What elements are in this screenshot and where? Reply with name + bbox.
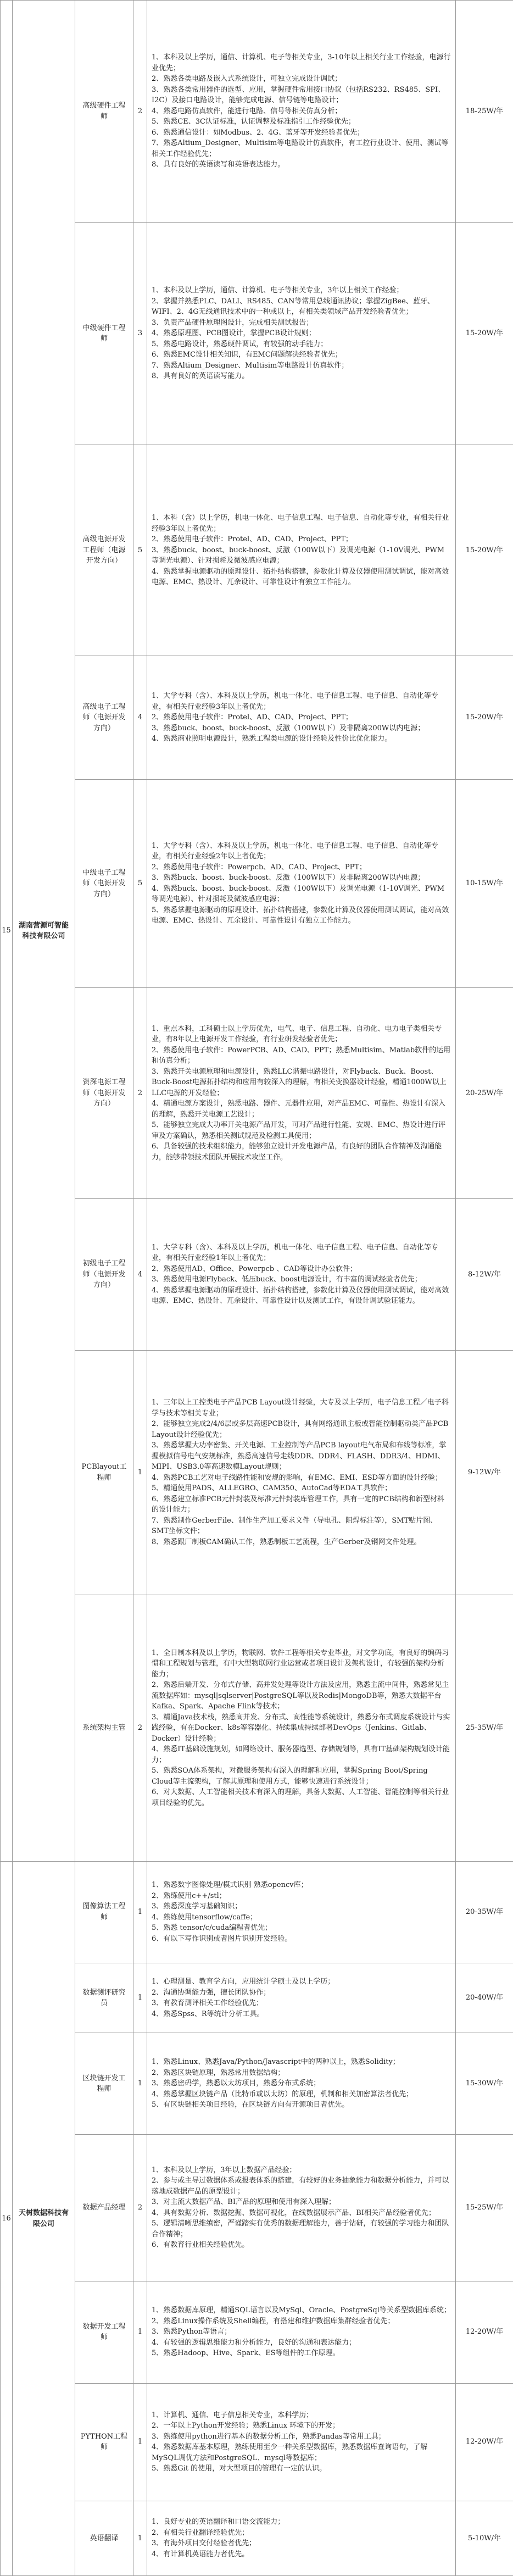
requirement-item: 1、大学专科（含）、本科及以上学历，机电一体化、电子信息工程、电子信息、自动化等专业，有相关行业经验1年以上者优先； bbox=[152, 1243, 438, 1263]
requirement-item: 1、本科（含）以上学历，机电一体化、电子信息工程、电子信息、自动化等专业，有相关行业经验3年以上者优先； bbox=[152, 514, 449, 533]
requirement-item: 3、熟悉buck、boost、buck-boost、反激（100W以下）及非隔离200W以内电源； bbox=[152, 874, 425, 882]
requirement-item: 3、熟悉buck、boost、buck-boost、反激（100W以下）及非隔离200W以内电源； bbox=[152, 724, 425, 732]
job-salary: 8-12W/年 bbox=[456, 1199, 513, 1350]
job-title: 中级电子工程师（电源开发方向） bbox=[75, 780, 133, 987]
job-requirements bbox=[147, 1199, 456, 1350]
job-headcount: 1 bbox=[133, 2033, 147, 2135]
job-title: 高级硬件工程师 bbox=[75, 1, 133, 223]
job-row bbox=[1, 656, 513, 780]
requirement-item: 6、有教育行业相关经验优先。 bbox=[152, 2241, 249, 2250]
job-salary: 15-20W/年 bbox=[456, 223, 513, 445]
job-salary: 5-10W/年 bbox=[456, 2501, 513, 2575]
requirement-item: 4、有较强的逻辑思维能力和分析能力，良好的沟通和表达能力； bbox=[152, 2338, 356, 2347]
job-salary: 12-20W/年 bbox=[456, 2383, 513, 2501]
requirement-item: 4、熟悉掌握电源驱动的原理设计、拓扑结构搭建，参数化计算及仪器使用测试调试，能对高效电源、EMC、热设计、兀余设计、可靠性设计以及测试工作，有设计调试验证能力。 bbox=[152, 1286, 449, 1306]
job-salary: 15-20W/年 bbox=[456, 445, 513, 656]
job-row bbox=[1, 445, 513, 656]
job-row bbox=[1, 1862, 513, 1963]
requirement-item: 1、全日制本科及以上学历，物联网、软件工程等相关专业毕业，对文学功底，有良好的编码习惯和工程规划与管理，有中大型物联网行业运营或者项目设计及架构设计，有较强的架构分析能力； bbox=[152, 1648, 449, 1679]
requirement-item: 4、熟悉掌握电源驱动的原理设计、拓扑结构搭建，参数化计算及仪器使用测试调试，能对高效电源、EMC、热设计、兀余设计、可靠性设计有独立工作能力。 bbox=[152, 567, 449, 587]
job-row bbox=[1, 780, 513, 987]
requirement-item: 6、具备较强的技术组织能力，能够独立设计开发电源产品，有良好的团队合作精神及沟通能力，能够带领技术团队开展技术攻坚工作。 bbox=[152, 1142, 442, 1162]
job-requirements bbox=[147, 1, 456, 223]
job-requirements bbox=[147, 223, 456, 445]
job-headcount: 1 bbox=[133, 1350, 147, 1595]
requirement-item: 5、熟悉电路设计，熟悉硬件调试，有较强的动手能力； bbox=[152, 340, 328, 348]
job-requirements bbox=[147, 2501, 456, 2575]
requirement-item: 5、熟悉掌握电源驱动的原理设计、拓扑结构搭建，参数化计算及仪器使用测试调试，能对高效电源、EMC、热设计、兀余设计、可靠性设计有独立工作能力。 bbox=[152, 906, 449, 925]
requirement-item: 7、熟悉制作GerberFile、制作生产加工要求文件（导电孔、阻焊标注等），SMT贴片图、SMT坐标文件； bbox=[152, 1516, 438, 1536]
requirement-item: 3、负责产品硬件原理图设计，完成相关测试报告； bbox=[152, 318, 314, 327]
job-salary: 18-25W/年 bbox=[456, 1, 513, 223]
job-requirements bbox=[147, 2281, 456, 2383]
company-number: 16 bbox=[1, 1862, 13, 2576]
requirement-item: 1、大学专科（含）、本科及以上学历，机电一体化、电子信息工程、电子信息、自动化等专业，有相关行业经验3年以上者优先； bbox=[152, 692, 438, 711]
job-title: 高级电子工程师（电源开发方向） bbox=[75, 656, 133, 780]
job-title: 资深电源工程师（电源开发方向） bbox=[75, 987, 133, 1199]
job-title: 数据测评研究员 bbox=[75, 1963, 133, 2033]
job-row bbox=[1, 1199, 513, 1350]
job-requirements bbox=[147, 987, 456, 1199]
requirement-item: 4、熟悉IT基础设施规划，如网络设计、服务器选型、存储规划等，具有IT基础架构规划设计能力； bbox=[152, 1745, 450, 1764]
job-title: PYTHON工程师 bbox=[75, 2383, 133, 2501]
requirement-item: 1、心理测量、教育学方向，应用统计学硕士及以上学历； bbox=[152, 1978, 335, 1986]
requirement-item: 6、有以下写作识别或者图片识别开发经验。 bbox=[152, 1934, 292, 1943]
requirement-item: 3、熟练使用python进行基本的数据分析工作，熟悉Pandas等常用工具； bbox=[152, 2432, 386, 2441]
requirement-item: 6、对大数据、人工智能相关技术有深入的理解，具备大数据、人工智能、智能控制等相关行业项目经验的优先。 bbox=[152, 1788, 449, 1807]
job-requirements bbox=[147, 1862, 456, 1963]
requirement-item: 1、本科及以上学历，3年以上数据产品经验； bbox=[152, 2166, 297, 2174]
job-row bbox=[1, 2383, 513, 2501]
job-salary: 20-35W/年 bbox=[456, 1862, 513, 1963]
requirement-item: 4、熟悉buck、boost、buck-boost、反激（100W以下）及调光电源（1-10V调光、PWM等调光电源）、针对损耗及微波感应电源； bbox=[152, 884, 445, 904]
requirement-item: 3、精通Java技术栈，熟悉高并发、分布式、高性能等系统设计，熟悉分布式调度系统设计与实践经验，有在Docker、k8s等容器化、持续集成持续部署DevOps（Jenkins、Gitlab、Docker）设计经验； bbox=[152, 1713, 450, 1743]
requirement-item: 8、熟悉跟厂制板CAM确认工作，熟悉制板工艺流程，生产Gerber及钢网文件处理。 bbox=[152, 1537, 421, 1546]
requirement-item: 3、有海外项目交付经验者优先； bbox=[152, 2539, 256, 2548]
requirement-item: 5、有区块链相关项目经验，在区块链方向有开源项目者优先。 bbox=[152, 2101, 349, 2109]
requirement-item: 3、有教育测评相关工作经验优先； bbox=[152, 1999, 264, 2008]
requirement-item: 4、有计算机英语能力者优先。 bbox=[152, 2550, 249, 2558]
job-headcount: 1 bbox=[133, 1963, 147, 2033]
job-row bbox=[1, 2033, 513, 2135]
requirement-item: 2、熟悉后端开发、分布式存储、高并发处理等设计方法及应用，熟悉主流中间件，熟悉常见主流数据库如：mysql|sqlserver|PostgreSQL等以及Redis|MongoDB等，熟悉大数据平台Kafka、Spark、Apache Flink等技术； bbox=[152, 1681, 449, 1711]
company-number: 15 bbox=[1, 1, 13, 1862]
job-headcount: 4 bbox=[133, 656, 147, 780]
job-title: 图像算法工程师 bbox=[75, 1862, 133, 1963]
job-title: 区块链开发工程师 bbox=[75, 2033, 133, 2135]
requirement-item: 1、良好专业的英语翻译和口语交流能力； bbox=[152, 2518, 285, 2527]
requirement-item: 3、熟悉开关电源原理和电源设计，熟悉LLC谐振电路设计，对Flyback、Buck、Boost、Buck-Boost电源拓扑结构和应用有较深入的理解，有相关变换器设计经验，精通1000W以上LLC电源的开发经验； bbox=[152, 1067, 447, 1097]
job-headcount: 2 bbox=[133, 987, 147, 1199]
job-headcount: 2 bbox=[133, 1595, 147, 1862]
requirement-item: 2、能够独立完成2/4/6层或多层高速PCB设计，具有网络通讯主板或智能控制驱动类产品PCB Layout设计经验优先； bbox=[152, 1420, 449, 1439]
requirement-item: 5、能够独立完成大功率开关电源产品开发，可对产品进行性能、安规、EMC、热设计进行评审及方案确认，熟悉相关测试规范及检测工具使用； bbox=[152, 1121, 446, 1140]
job-requirements bbox=[147, 2383, 456, 2501]
job-title: 数据开发工程师 bbox=[75, 2281, 133, 2383]
requirement-item: 4、熟练使用tensorflow/caffe； bbox=[152, 1913, 258, 1922]
job-title: 数据产品经理 bbox=[75, 2134, 133, 2281]
job-headcount: 1 bbox=[133, 1862, 147, 1963]
requirement-item: 6、熟悉通信设计：如Modbus、2、4G、蓝牙等开发经验者优先； bbox=[152, 128, 365, 137]
requirement-item: 4、熟悉掌握区块链产品（比特币或以太坊）的原理，机制和相关加密算法者优先； bbox=[152, 2090, 414, 2098]
requirement-item: 3、熟悉掌握大功率密集、开关电源、工业控制等产品PCB layout电气布局和布线等标准，掌握模拟信号电气安规标准，熟悉高速信号走线DDR、DDR4、FLASH、DDR3/4、HDMI、MIPI、USB3.0等高速数模Layout规则； bbox=[152, 1441, 447, 1472]
job-row bbox=[1, 2134, 513, 2281]
job-requirements bbox=[147, 2033, 456, 2135]
requirement-item: 4、熟悉PCB工艺对电子线路性能和安规的影响，有EMC、EMI、ESD等方面的设计经验； bbox=[152, 1473, 443, 1482]
job-requirements bbox=[147, 2134, 456, 2281]
company-name: 湖南营源可智能科技有限公司 bbox=[13, 1, 75, 1862]
requirement-item: 3、熟悉Python等语言； bbox=[152, 2328, 232, 2336]
requirement-item: 1、本科及以上学历，通信、计算机、电子等相关专业，3年以上相关工作经验； bbox=[152, 286, 404, 295]
requirement-item: 3、熟悉深度学习基础知识； bbox=[152, 1902, 242, 1911]
requirement-item: 2、有相关行业翻译经验优先； bbox=[152, 2528, 249, 2537]
requirement-item: 2、掌握并熟悉PLC、DALI、RS485、CAN等常用总线通讯协议；掌握ZigBee、蓝牙、WIFI、2、4G无线通讯技术中的一种或以上，有相关类领域产品开发经验者优先； bbox=[152, 297, 434, 317]
requirement-item: 3、熟悉buck、boost、buck-boost、反激（100W以下）及调光电源（1-10V调光、PWM等调光电源）、针对损耗及微波感应电源； bbox=[152, 546, 445, 565]
requirement-item: 3、熟悉各类常用器件的选型、应用，掌握硬件常用接口协议（包括RS232、RS485、SPI、I2C）及接口电路设计，能够完成电源、信号链等电路设计； bbox=[152, 85, 445, 105]
job-salary: 20-25W/年 bbox=[456, 987, 513, 1199]
job-row bbox=[1, 1, 513, 223]
requirement-item: 7、熟悉Altium_Designer、Multisim等电路设计仿真软件； bbox=[152, 361, 349, 370]
requirement-item: 2、熟悉各类电路及嵌入式系统设计，可独立完成设计调试； bbox=[152, 75, 342, 84]
requirement-item: 5、熟悉Git 的使用，对大型项目的管理有一定的认识。 bbox=[152, 2464, 327, 2473]
job-headcount: 5 bbox=[133, 780, 147, 987]
requirement-item: 1、熟悉Linux、熟悉Java/Python/Javascript中的两种以上，熟悉Solidity； bbox=[152, 2058, 400, 2067]
job-requirements bbox=[147, 445, 456, 656]
job-row bbox=[1, 1595, 513, 1862]
job-headcount: 2 bbox=[133, 1, 147, 223]
job-salary: 20-40W/年 bbox=[456, 1963, 513, 2033]
requirement-item: 1、重点本科，工科硕士以上学历优先，电气、电子、信息工程、自动化、电力电子类相关专业，有8年以上电源开发工作经验，有行业研发经验者优先； bbox=[152, 1024, 442, 1044]
job-headcount: 1 bbox=[133, 2501, 147, 2575]
requirement-item: 3、熟悉密码学，熟悉以太坊项目，熟悉分布式系统； bbox=[152, 2079, 321, 2088]
requirement-item: 4、熟悉电路仿真软件，能进行电路、信号等相关仿真分析； bbox=[152, 107, 342, 115]
job-row bbox=[1, 1963, 513, 2033]
job-table-body bbox=[1, 1, 513, 2576]
requirement-item: 2、参与或主导过数据体系或报表体系的搭建，有较好的业务抽象能力和数据分析能力，并可以落地成数据产品的原型设计； bbox=[152, 2177, 449, 2196]
job-title: PCBlayout工程师 bbox=[75, 1350, 133, 1595]
job-title: 英语翻译 bbox=[75, 2501, 133, 2575]
job-requirements bbox=[147, 1963, 456, 2033]
requirement-item: 1、三年以上工控类电子产品PCB Layout设计经验，大专及以上学历，电子信息工程／电子科学与技术等相关专业； bbox=[152, 1398, 449, 1418]
job-row bbox=[1, 1350, 513, 1595]
requirement-item: 2、熟悉使用电子软件：Protel、AD、CAD、Project、PPT； bbox=[152, 713, 353, 722]
requirement-item: 6、熟悉建立标准PCB元件封装及标准元件封装库管理工作，具有一定的PCB结构和新型材料的设计能力； bbox=[152, 1495, 444, 1514]
job-headcount: 2 bbox=[133, 2134, 147, 2281]
requirement-item: 2、熟悉使用AD、Office、Powerpcb 、CAD等设计办公软件； bbox=[152, 1264, 358, 1273]
job-row bbox=[1, 2501, 513, 2575]
job-salary: 10-15W/年 bbox=[456, 780, 513, 987]
requirement-item: 2、熟悉使用电子软件：Protel、AD、CAD、Project、PPT； bbox=[152, 535, 353, 544]
requirement-item: 3、熟悉使用电源Flyback、低压buck、boost电源设计，有丰富的调试经验者优先； bbox=[152, 1275, 422, 1284]
requirement-item: 7、熟悉Altium_Designer、Multisim等电路设计仿真软件，有工控行业设计、使用、测试等相关工作经验优先； bbox=[152, 139, 449, 158]
job-salary: 15-20W/年 bbox=[456, 656, 513, 780]
requirement-item: 5、精通使用PADS、ALLEGRO、CAM350、AutoCad等EDA工具软件； bbox=[152, 1484, 392, 1493]
requirement-item: 1、熟悉数据库原理，精通SQL语言以及MySql、Oracle、PostgreSql等关系型数据库系统； bbox=[152, 2306, 451, 2315]
job-salary: 9-12W/年 bbox=[456, 1350, 513, 1595]
job-requirements bbox=[147, 780, 456, 987]
requirement-item: 8、具有良好的英语读写能力。 bbox=[152, 372, 249, 381]
requirement-item: 2、沟通协调能力强，擅长团队协作； bbox=[152, 1988, 271, 1997]
requirement-item: 4、熟悉Spss、R等统计分析工具。 bbox=[152, 2009, 264, 2018]
requirement-item: 2、熟悉使用电子软件：Powerpcb、AD、CAD、Project、PPT； bbox=[152, 863, 367, 871]
requirement-item: 5、熟悉 tensor/c/cuda编程者优先； bbox=[152, 1924, 272, 1933]
job-title: 系统架构主管 bbox=[75, 1595, 133, 1862]
job-requirements bbox=[147, 656, 456, 780]
job-salary: 12-20W/年 bbox=[456, 2281, 513, 2383]
requirement-item: 2、熟练使用c++/stl； bbox=[152, 1891, 226, 1900]
requirement-item: 5、逻辑清晰思维缜密，严谨踏实有优秀的数据理解能力，善于钻研，有较强的学习能力和团队合作精神； bbox=[152, 2219, 449, 2239]
job-headcount: 5 bbox=[133, 445, 147, 656]
company-name: 天树数据科技有限公司 bbox=[13, 1862, 75, 2576]
job-headcount: 3 bbox=[133, 223, 147, 445]
job-headcount: 4 bbox=[133, 1199, 147, 1350]
requirement-item: 4、熟悉商业照明电源设计，熟悉工程类电源的设计经验及性价比优化能力。 bbox=[152, 735, 392, 743]
requirement-item: 3、对主流大数据产品、BI产品的原理和使用有深入理解； bbox=[152, 2198, 336, 2207]
job-salary: 25-35W/年 bbox=[456, 1595, 513, 1862]
requirement-item: 1、本科及以上学历，通信、计算机、电子等相关专业，3-10年以上相关行业工作经验，电源行业优先； bbox=[152, 53, 451, 73]
requirement-item: 4、精通电源方案设计，熟悉电路、器件、元器件应用，对产品EMC、可靠性、热设计有深入的理解，熟悉开关电源工艺设计； bbox=[152, 1100, 446, 1119]
requirement-item: 1、计算机、通信、电子信息相关专业，本科学历； bbox=[152, 2411, 314, 2419]
job-row bbox=[1, 223, 513, 445]
job-headcount: 1 bbox=[133, 2281, 147, 2383]
requirement-item: 4、具有数据分析、数据挖掘、数据可视化，在线数据展示产品、BI相关产品经验者优先； bbox=[152, 2208, 436, 2217]
requirement-item: 8、具有良好的英语读写和英语表达能力。 bbox=[152, 160, 285, 169]
job-row bbox=[1, 987, 513, 1199]
job-title: 高级电源开发工程师（电源开发方向） bbox=[75, 445, 133, 656]
requirement-item: 2、熟悉使用电子软件：PowerPCB、AD、CAD、PPT；熟悉Multisim、Matlab软件的运用和仿真分析； bbox=[152, 1046, 451, 1065]
requirement-item: 4、熟悉原理图、PCB图设计，掌握PCB设计规则； bbox=[152, 329, 316, 338]
requirement-item: 5、熟悉CE、3C认证标准，认证调整及标准指引工作经验优先； bbox=[152, 118, 355, 126]
job-salary: 15-30W/年 bbox=[456, 2033, 513, 2135]
requirement-item: 6、熟悉EMC设计相关知识，有EMC问题解决经验者优先； bbox=[152, 351, 342, 359]
requirement-item: 2、熟悉Linux操作系统及Shell编程，有搭建和维护数据库集群经验者优先； bbox=[152, 2317, 395, 2325]
requirement-item: 4、熟悉数据库基本原理，熟练使用至少一种关系型数据库，熟悉数据库查询语句，了解 MySQL调优方法和PostgreSQL、mysql等数据库； bbox=[152, 2443, 428, 2462]
job-requirements bbox=[147, 1595, 456, 1862]
job-title: 中级硬件工程师 bbox=[75, 223, 133, 445]
job-row bbox=[1, 2281, 513, 2383]
job-salary: 15-25W/年 bbox=[456, 2134, 513, 2281]
requirement-item: 1、大学专科（含）、本科及以上学历，机电一体化、电子信息工程、电子信息、自动化等专业，有相关行业经验2年以上者优先； bbox=[152, 841, 438, 861]
job-title: 初级电子工程师（电源开发方向） bbox=[75, 1199, 133, 1350]
requirement-item: 2、熟悉区块链原理，熟悉常用数据结构； bbox=[152, 2068, 285, 2077]
requirement-item: 5、熟悉Hadoop、Hive、Spark、ES等组件的工作原理。 bbox=[152, 2349, 340, 2358]
requirement-item: 5、熟悉SOA体系架构，对微服务架构有深入的理解和应用，掌握Spring Boot/Spring Cloud等主流架构，了解其原理和使用方式，能够快速进行系统设计； bbox=[152, 1767, 428, 1786]
requirement-item: 1、熟悉数字图像处理/模式识别 熟悉opencv库； bbox=[152, 1881, 308, 1890]
job-headcount: 1 bbox=[133, 2383, 147, 2501]
job-requirements bbox=[147, 1350, 456, 1595]
requirement-item: 2、一年以上Python开发经验；熟悉Linux 环境下的开发； bbox=[152, 2422, 340, 2430]
